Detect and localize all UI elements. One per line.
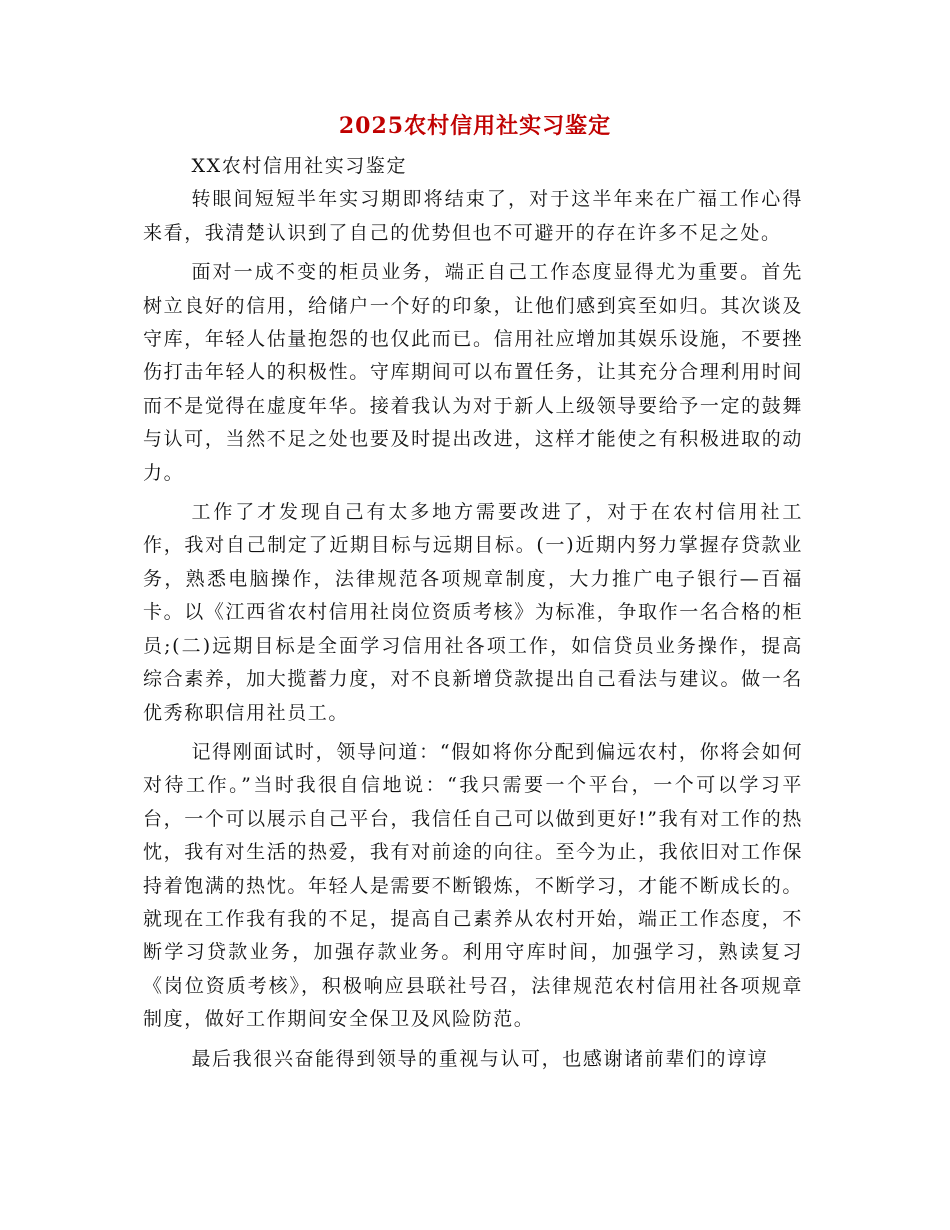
- document-body: [143, 150, 803, 1082]
- paragraph-2: 面对一成不变的柜员业务，端正自己工作态度显得尤为重要。首先树立良好的信用，给储户一个好的印象，让他们感到宾至如归。其次谈及守库，年轻人估量抱怨的也仅此而已。信用社应增加其娱乐设施，不要挫伤打击年轻人的积极性。守库期间可以布置任务，让其充分合理利用时间而不是觉得在虚度年华。接着我认为对于新人上级领导要给予一定的鼓舞与认可，当然不足之处也要及时提出改进，这样才能使之有积极进取的动力。: [143, 261, 803, 484]
- document-title: 2025农村信用社实习鉴定: [338, 113, 612, 139]
- paragraph-4: 记得刚面试时，领导问道：“假如将你分配到偏远农村，你将会如何对待工作。”当时我很自信地说：“我只需要一个平台，一个可以学习平台，一个可以展示自己平台，我信任自己可以做到更好!”我有对工作的热忱，我有对生活的热爱，我有对前途的向往。至今为止，我依旧对工作保持着饱满的热忱。年轻人是需要不断锻炼，不断学习，才能不断成长的。 就现在工作我有我的不足，提高自己素养从农村开始，端正工作态度，不断学习贷款业务，加强存款业务。利用守库时间，加强学习，熟读复习《岗位资质考核》，积极响应县联社号召，法律规范农村信用社各项规章制度，做好工作期间安全保卫及风险防范。: [143, 740, 803, 1031]
- paragraph-5: 最后我很兴奋能得到领导的重视与认可，也感谢诸前辈们的谆谆: [191, 1047, 769, 1070]
- document-subtitle: XX农村信用社实习鉴定: [191, 155, 408, 177]
- paragraph-3: 工作了才发现自己有太多地方需要改进了，对于在农村信用社工作，我对自己制定了近期目标与远期目标。(一)近期内努力掌握存贷款业务，熟悉电脑操作，法律规范各项规章制度，大力推广电子银行—百福卡。以《江西省农村信用社岗位资质考核》为标准，争取作一名合格的柜员;(二)远期目标是全面学习信用社各项工作，如信贷员业务操作，提高综合素养，加大揽蓄力度，对不良新增贷款提出自己看法与建议。做一名优秀称职信用社员工。: [143, 501, 803, 724]
- paragraph-1: 转眼间短短半年实习期即将结束了，对于这半年来在广福工作心得来看，我清楚认识到了自己的优势但也不可避开的存在许多不足之处。: [143, 188, 803, 244]
